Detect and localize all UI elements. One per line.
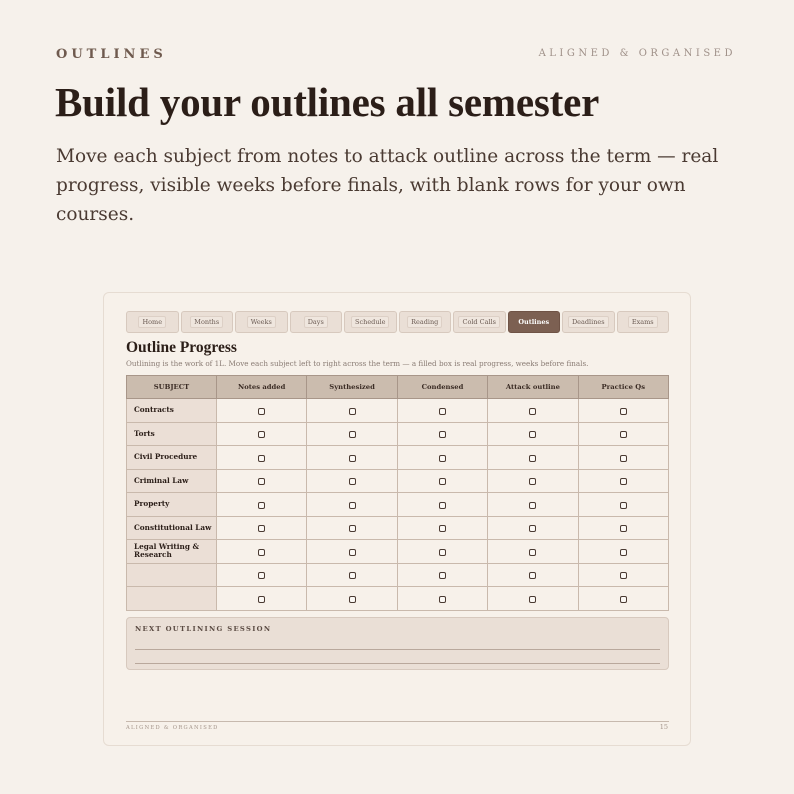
tab-label: Schedule <box>351 316 389 328</box>
tab-label: Outlines <box>518 318 550 326</box>
progress-cell <box>397 540 487 564</box>
column-header-notes-added: Notes added <box>217 376 307 399</box>
tab-months[interactable] <box>181 311 234 333</box>
progress-cell <box>578 540 668 564</box>
progress-checkbox[interactable] <box>258 572 265 579</box>
progress-checkbox[interactable] <box>258 408 265 415</box>
progress-cell <box>397 563 487 587</box>
progress-cell <box>488 563 578 587</box>
progress-checkbox[interactable] <box>439 572 446 579</box>
tab-label: Months <box>190 316 223 328</box>
column-header-condensed: Condensed <box>397 376 487 399</box>
doc-title: Outline Progress <box>126 339 237 356</box>
subject-cell: Legal Writing & Research <box>127 540 217 564</box>
tab-label: Home <box>138 316 166 328</box>
progress-checkbox[interactable] <box>349 502 356 509</box>
progress-checkbox[interactable] <box>529 502 536 509</box>
progress-checkbox[interactable] <box>439 596 446 603</box>
progress-checkbox[interactable] <box>620 572 627 579</box>
tab-label: Cold Calls <box>458 316 500 328</box>
progress-cell <box>578 516 668 540</box>
next-session-line-1[interactable] <box>135 649 660 650</box>
progress-checkbox[interactable] <box>529 478 536 485</box>
eyebrow-label: OUTLINES <box>56 47 167 62</box>
outline-progress-table <box>126 375 669 611</box>
progress-checkbox[interactable] <box>349 572 356 579</box>
tab-days[interactable] <box>290 311 343 333</box>
tab-reading[interactable] <box>399 311 452 333</box>
next-outlining-session <box>126 617 669 670</box>
progress-checkbox[interactable] <box>529 549 536 556</box>
table-row <box>127 493 669 517</box>
progress-cell <box>578 446 668 470</box>
progress-cell <box>397 516 487 540</box>
table-body <box>127 399 669 611</box>
progress-checkbox[interactable] <box>349 525 356 532</box>
table-row <box>127 563 669 587</box>
subject-cell: Property <box>127 493 217 517</box>
progress-cell <box>307 469 397 493</box>
progress-cell <box>488 469 578 493</box>
tab-label: Exams <box>628 316 658 328</box>
progress-cell <box>488 516 578 540</box>
tab-home[interactable] <box>126 311 179 333</box>
column-header-practice-qs: Practice Qs <box>578 376 668 399</box>
progress-cell <box>217 469 307 493</box>
tab-outlines[interactable] <box>508 311 561 333</box>
tab-schedule[interactable] <box>344 311 397 333</box>
progress-cell <box>488 493 578 517</box>
progress-cell <box>217 399 307 423</box>
progress-checkbox[interactable] <box>349 431 356 438</box>
tab-label: Weeks <box>247 316 276 328</box>
progress-checkbox[interactable] <box>258 596 265 603</box>
progress-cell <box>488 399 578 423</box>
progress-checkbox[interactable] <box>439 455 446 462</box>
nav-tabs <box>126 311 669 334</box>
progress-cell <box>578 587 668 611</box>
progress-checkbox[interactable] <box>439 478 446 485</box>
progress-cell <box>217 446 307 470</box>
page-subhead: Move each subject from notes to attack outline across the term — real progress, visible weeks before finals, with blank rows for your own courses. <box>56 146 719 225</box>
subject-cell: Constitutional Law <box>127 516 217 540</box>
progress-checkbox[interactable] <box>529 525 536 532</box>
progress-cell <box>488 540 578 564</box>
progress-checkbox[interactable] <box>620 431 627 438</box>
progress-checkbox[interactable] <box>620 549 627 556</box>
tab-weeks[interactable] <box>235 311 288 333</box>
next-session-line-2[interactable] <box>135 663 660 664</box>
progress-checkbox[interactable] <box>620 408 627 415</box>
progress-cell <box>397 422 487 446</box>
progress-cell <box>578 493 668 517</box>
subject-cell: Contracts <box>127 399 217 423</box>
progress-cell <box>217 493 307 517</box>
progress-checkbox[interactable] <box>258 549 265 556</box>
progress-checkbox[interactable] <box>439 431 446 438</box>
table-row <box>127 516 669 540</box>
page-headline: Build your outlines all semester <box>55 79 600 125</box>
progress-checkbox[interactable] <box>529 408 536 415</box>
progress-checkbox[interactable] <box>529 572 536 579</box>
subject-cell: Civil Procedure <box>127 446 217 470</box>
table-row <box>127 469 669 493</box>
brand-label: ALIGNED & ORGANISED <box>538 48 736 59</box>
progress-checkbox[interactable] <box>620 502 627 509</box>
tab-label: Days <box>304 316 328 328</box>
progress-cell <box>217 587 307 611</box>
progress-cell <box>307 563 397 587</box>
progress-cell <box>217 563 307 587</box>
progress-checkbox[interactable] <box>258 525 265 532</box>
progress-cell <box>397 493 487 517</box>
progress-checkbox[interactable] <box>439 408 446 415</box>
progress-checkbox[interactable] <box>529 431 536 438</box>
progress-checkbox[interactable] <box>620 596 627 603</box>
tab-cold-calls[interactable] <box>453 311 506 333</box>
progress-checkbox[interactable] <box>620 525 627 532</box>
subject-cell[interactable] <box>127 563 217 587</box>
next-session-label: NEXT OUTLINING SESSION <box>135 625 272 633</box>
progress-checkbox[interactable] <box>349 408 356 415</box>
progress-cell <box>578 422 668 446</box>
progress-cell <box>578 563 668 587</box>
progress-cell <box>397 469 487 493</box>
progress-cell <box>307 399 397 423</box>
progress-cell <box>307 422 397 446</box>
column-header-attack-outline: Attack outline <box>488 376 578 399</box>
progress-checkbox[interactable] <box>349 478 356 485</box>
progress-cell <box>397 446 487 470</box>
progress-cell <box>488 422 578 446</box>
table-row <box>127 587 669 611</box>
progress-cell <box>578 469 668 493</box>
progress-cell <box>307 493 397 517</box>
progress-checkbox[interactable] <box>529 455 536 462</box>
column-header-subject: SUBJECT <box>127 376 217 399</box>
progress-checkbox[interactable] <box>620 478 627 485</box>
progress-checkbox[interactable] <box>529 596 536 603</box>
progress-cell <box>217 540 307 564</box>
tab-exams[interactable] <box>617 311 670 333</box>
progress-checkbox[interactable] <box>439 502 446 509</box>
table-row <box>127 422 669 446</box>
progress-checkbox[interactable] <box>349 455 356 462</box>
planner-page-preview <box>103 292 691 746</box>
footer-divider <box>126 721 669 722</box>
progress-checkbox[interactable] <box>258 478 265 485</box>
progress-checkbox[interactable] <box>258 455 265 462</box>
progress-checkbox[interactable] <box>439 549 446 556</box>
progress-cell <box>307 540 397 564</box>
progress-cell <box>307 587 397 611</box>
progress-checkbox[interactable] <box>349 596 356 603</box>
progress-checkbox[interactable] <box>620 455 627 462</box>
progress-cell <box>217 422 307 446</box>
progress-cell <box>578 399 668 423</box>
progress-cell <box>488 587 578 611</box>
table-row <box>127 399 669 423</box>
subject-cell: Torts <box>127 422 217 446</box>
tab-label: Deadlines <box>568 316 609 328</box>
progress-checkbox[interactable] <box>258 502 265 509</box>
progress-cell <box>307 446 397 470</box>
table-row <box>127 540 669 564</box>
progress-cell <box>307 516 397 540</box>
page-number: 15 <box>659 723 668 731</box>
progress-checkbox[interactable] <box>349 549 356 556</box>
table-header-row <box>127 376 669 399</box>
table-row <box>127 446 669 470</box>
subject-cell[interactable] <box>127 587 217 611</box>
progress-cell <box>397 399 487 423</box>
footer-brand: ALIGNED & ORGANISED <box>126 725 219 731</box>
progress-cell <box>488 446 578 470</box>
subject-cell: Criminal Law <box>127 469 217 493</box>
progress-cell <box>397 587 487 611</box>
progress-checkbox[interactable] <box>258 431 265 438</box>
doc-description: Outlining is the work of 1L. Move each subject left to right across the term — a filled box is real progress, weeks before finals. <box>126 359 589 368</box>
progress-cell <box>217 516 307 540</box>
tab-deadlines[interactable] <box>562 311 615 333</box>
tab-label: Reading <box>407 316 442 328</box>
column-header-synthesized: Synthesized <box>307 376 397 399</box>
progress-checkbox[interactable] <box>439 525 446 532</box>
